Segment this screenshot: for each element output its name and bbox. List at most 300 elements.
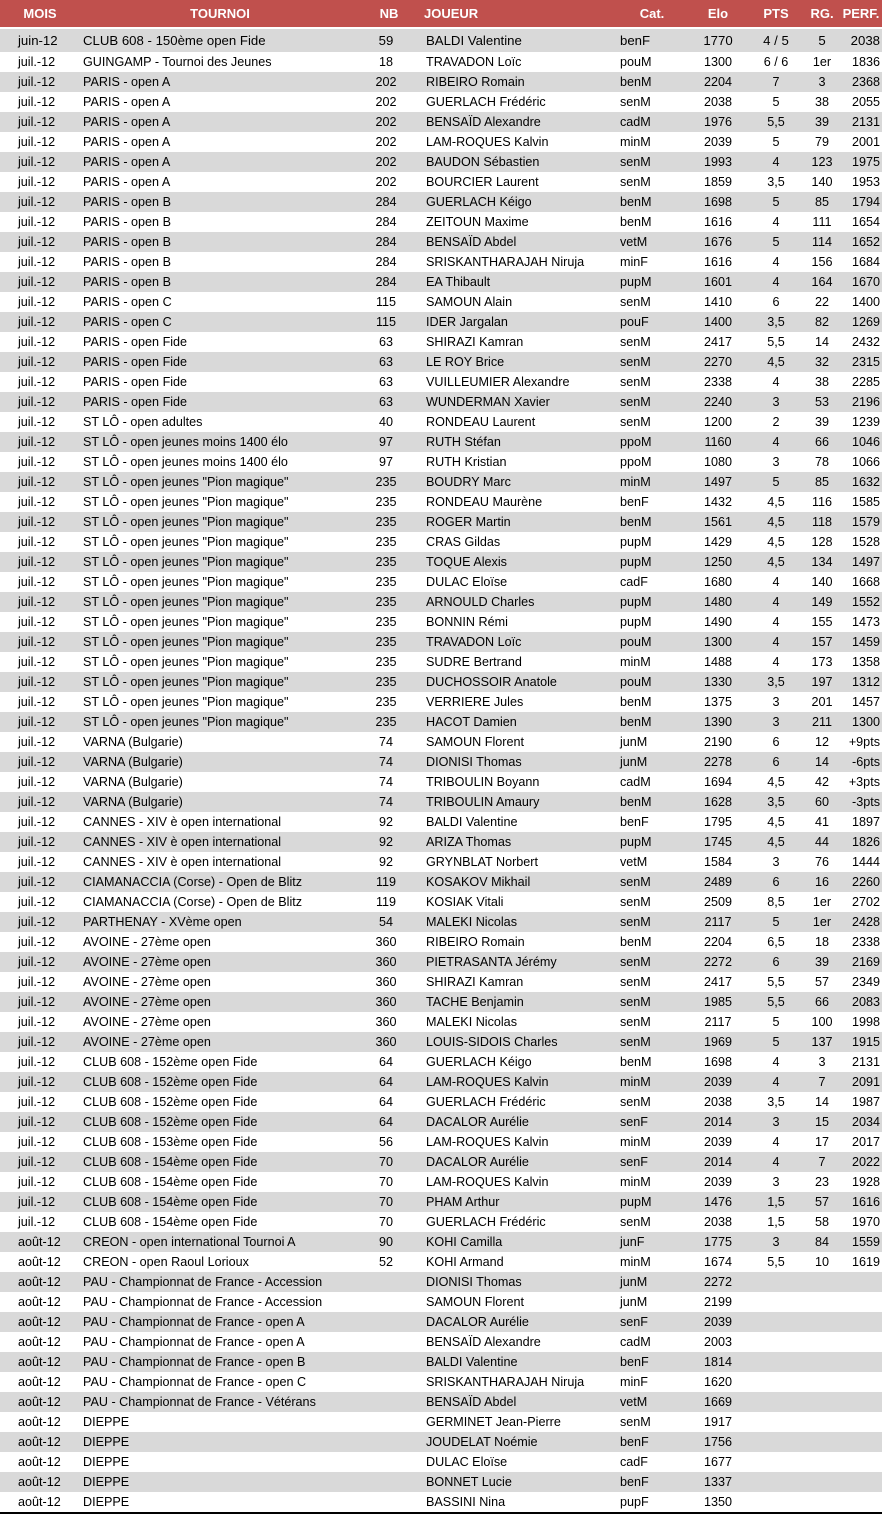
table-row bbox=[0, 1452, 882, 1472]
cell-pts bbox=[748, 1292, 804, 1312]
cell-perf: 1444 bbox=[840, 852, 882, 872]
cell-mois: juil.-12 bbox=[0, 472, 80, 492]
cell-rg: 39 bbox=[804, 952, 840, 972]
cell-rg: 5 bbox=[804, 28, 840, 52]
cell-rg: 1er bbox=[804, 892, 840, 912]
table-row bbox=[0, 932, 882, 952]
cell-nb: 360 bbox=[360, 1012, 418, 1032]
cell-joueur: IDER Jargalan bbox=[418, 312, 616, 332]
cell-cat: benF bbox=[616, 28, 688, 52]
cell-elo: 1250 bbox=[688, 552, 748, 572]
cell-rg: 164 bbox=[804, 272, 840, 292]
table-row bbox=[0, 112, 882, 132]
cell-cat: cadF bbox=[616, 572, 688, 592]
cell-joueur: TRAVADON Loïc bbox=[418, 52, 616, 72]
cell-cat: pouM bbox=[616, 52, 688, 72]
cell-perf: 1987 bbox=[840, 1092, 882, 1112]
cell-perf: 1619 bbox=[840, 1252, 882, 1272]
cell-joueur: DIONISI Thomas bbox=[418, 1272, 616, 1292]
cell-joueur: RIBEIRO Romain bbox=[418, 72, 616, 92]
cell-perf bbox=[840, 1372, 882, 1392]
cell-cat: benF bbox=[616, 1352, 688, 1372]
cell-nb: 235 bbox=[360, 532, 418, 552]
table-row bbox=[0, 1172, 882, 1192]
cell-rg: 12 bbox=[804, 732, 840, 752]
cell-perf: 1269 bbox=[840, 312, 882, 332]
cell-mois: juil.-12 bbox=[0, 1032, 80, 1052]
cell-cat: senM bbox=[616, 892, 688, 912]
cell-joueur: ARNOULD Charles bbox=[418, 592, 616, 612]
cell-elo: 1300 bbox=[688, 632, 748, 652]
cell-elo: 1561 bbox=[688, 512, 748, 532]
cell-rg: 85 bbox=[804, 472, 840, 492]
cell-joueur: MALEKI Nicolas bbox=[418, 1012, 616, 1032]
cell-nb: 59 bbox=[360, 28, 418, 52]
cell-nb bbox=[360, 1372, 418, 1392]
cell-pts: 8,5 bbox=[748, 892, 804, 912]
table-row bbox=[0, 552, 882, 572]
cell-joueur: BALDI Valentine bbox=[418, 1352, 616, 1372]
cell-cat: senF bbox=[616, 1152, 688, 1172]
cell-nb: 202 bbox=[360, 72, 418, 92]
cell-pts: 3 bbox=[748, 1232, 804, 1252]
cell-perf: 1559 bbox=[840, 1232, 882, 1252]
cell-elo: 1698 bbox=[688, 192, 748, 212]
cell-elo: 1400 bbox=[688, 312, 748, 332]
cell-nb: 119 bbox=[360, 892, 418, 912]
cell-nb: 360 bbox=[360, 1032, 418, 1052]
cell-nb: 63 bbox=[360, 352, 418, 372]
cell-nb: 202 bbox=[360, 92, 418, 112]
table-row bbox=[0, 1272, 882, 1292]
table-row bbox=[0, 28, 882, 52]
cell-rg: 38 bbox=[804, 372, 840, 392]
cell-mois: août-12 bbox=[0, 1412, 80, 1432]
cell-tournoi: PARIS - open Fide bbox=[80, 352, 360, 372]
cell-tournoi: ST LÔ - open jeunes "Pion magique" bbox=[80, 512, 360, 532]
cell-pts: 1,5 bbox=[748, 1212, 804, 1232]
cell-perf: 2702 bbox=[840, 892, 882, 912]
cell-rg bbox=[804, 1432, 840, 1452]
cell-tournoi: PARIS - open B bbox=[80, 272, 360, 292]
cell-rg: 32 bbox=[804, 352, 840, 372]
cell-pts: 1,5 bbox=[748, 1192, 804, 1212]
cell-mois: juil.-12 bbox=[0, 152, 80, 172]
cell-rg: 3 bbox=[804, 1052, 840, 1072]
cell-mois: août-12 bbox=[0, 1312, 80, 1332]
cell-tournoi: PARIS - open C bbox=[80, 292, 360, 312]
cell-nb: 64 bbox=[360, 1112, 418, 1132]
cell-mois: juil.-12 bbox=[0, 1172, 80, 1192]
cell-pts: 3 bbox=[748, 392, 804, 412]
cell-joueur: ROGER Martin bbox=[418, 512, 616, 532]
cell-elo: 1969 bbox=[688, 1032, 748, 1052]
cell-tournoi: PARIS - open Fide bbox=[80, 392, 360, 412]
cell-cat: benM bbox=[616, 72, 688, 92]
cell-elo: 2014 bbox=[688, 1152, 748, 1172]
table-row bbox=[0, 352, 882, 372]
cell-rg: 82 bbox=[804, 312, 840, 332]
cell-perf bbox=[840, 1392, 882, 1412]
cell-mois: août-12 bbox=[0, 1232, 80, 1252]
cell-perf: 2285 bbox=[840, 372, 882, 392]
cell-rg: 66 bbox=[804, 992, 840, 1012]
cell-elo: 2039 bbox=[688, 132, 748, 152]
table-row bbox=[0, 1252, 882, 1272]
table-row bbox=[0, 172, 882, 192]
cell-joueur: BONNET Lucie bbox=[418, 1472, 616, 1492]
cell-mois: août-12 bbox=[0, 1472, 80, 1492]
cell-rg: 118 bbox=[804, 512, 840, 532]
cell-tournoi: PAU - Championnat de France - open A bbox=[80, 1312, 360, 1332]
cell-elo: 1674 bbox=[688, 1252, 748, 1272]
table-row bbox=[0, 1032, 882, 1052]
cell-elo: 1200 bbox=[688, 412, 748, 432]
cell-elo: 2278 bbox=[688, 752, 748, 772]
cell-cat: senM bbox=[616, 152, 688, 172]
table-row bbox=[0, 892, 882, 912]
cell-pts bbox=[748, 1312, 804, 1332]
cell-rg: 16 bbox=[804, 872, 840, 892]
cell-mois: juil.-12 bbox=[0, 832, 80, 852]
cell-tournoi: VARNA (Bulgarie) bbox=[80, 732, 360, 752]
cell-elo: 2039 bbox=[688, 1072, 748, 1092]
cell-nb: 70 bbox=[360, 1192, 418, 1212]
cell-tournoi: ST LÔ - open jeunes moins 1400 élo bbox=[80, 452, 360, 472]
cell-nb: 360 bbox=[360, 952, 418, 972]
cell-pts: 4 bbox=[748, 652, 804, 672]
cell-tournoi: CLUB 608 - 154ème open Fide bbox=[80, 1212, 360, 1232]
cell-cat: senM bbox=[616, 912, 688, 932]
table-row bbox=[0, 1072, 882, 1092]
cell-pts: 5 bbox=[748, 232, 804, 252]
cell-rg: 1er bbox=[804, 52, 840, 72]
cell-rg: 14 bbox=[804, 752, 840, 772]
cell-nb bbox=[360, 1312, 418, 1332]
cell-pts: 3,5 bbox=[748, 672, 804, 692]
cell-tournoi: PAU - Championnat de France - open A bbox=[80, 1332, 360, 1352]
cell-mois: juil.-12 bbox=[0, 1192, 80, 1212]
cell-perf: 2038 bbox=[840, 28, 882, 52]
cell-cat: junM bbox=[616, 1292, 688, 1312]
cell-pts: 6,5 bbox=[748, 932, 804, 952]
table-row bbox=[0, 612, 882, 632]
cell-joueur: RONDEAU Laurent bbox=[418, 412, 616, 432]
cell-tournoi: PARIS - open B bbox=[80, 232, 360, 252]
cell-elo: 1694 bbox=[688, 772, 748, 792]
cell-perf: 2034 bbox=[840, 1112, 882, 1132]
cell-perf: 2055 bbox=[840, 92, 882, 112]
cell-joueur: PIETRASANTA Jérémy bbox=[418, 952, 616, 972]
cell-mois: juil.-12 bbox=[0, 932, 80, 952]
cell-cat: junM bbox=[616, 732, 688, 752]
cell-pts: 3,5 bbox=[748, 312, 804, 332]
cell-joueur: ZEITOUN Maxime bbox=[418, 212, 616, 232]
cell-nb: 64 bbox=[360, 1072, 418, 1092]
cell-pts: 6 bbox=[748, 872, 804, 892]
cell-mois: juil.-12 bbox=[0, 1112, 80, 1132]
cell-tournoi: CREON - open Raoul Lorioux bbox=[80, 1252, 360, 1272]
cell-pts: 4 bbox=[748, 432, 804, 452]
cell-elo: 2190 bbox=[688, 732, 748, 752]
cell-pts: 4,5 bbox=[748, 532, 804, 552]
cell-pts: 4,5 bbox=[748, 552, 804, 572]
cell-elo: 1775 bbox=[688, 1232, 748, 1252]
cell-joueur: RUTH Stéfan bbox=[418, 432, 616, 452]
cell-elo: 2038 bbox=[688, 1212, 748, 1232]
cell-cat: senM bbox=[616, 412, 688, 432]
cell-mois: juin-12 bbox=[0, 28, 80, 52]
cell-pts: 4 bbox=[748, 252, 804, 272]
cell-rg: 84 bbox=[804, 1232, 840, 1252]
cell-cat: cadM bbox=[616, 772, 688, 792]
cell-perf: 2338 bbox=[840, 932, 882, 952]
cell-rg bbox=[804, 1472, 840, 1492]
cell-mois: juil.-12 bbox=[0, 852, 80, 872]
cell-joueur: ARIZA Thomas bbox=[418, 832, 616, 852]
header-perf: PERF. bbox=[840, 0, 882, 28]
table-row bbox=[0, 1292, 882, 1312]
cell-elo: 2039 bbox=[688, 1132, 748, 1152]
cell-mois: juil.-12 bbox=[0, 912, 80, 932]
cell-pts bbox=[748, 1492, 804, 1513]
cell-rg: 14 bbox=[804, 1092, 840, 1112]
cell-pts: 5 bbox=[748, 1012, 804, 1032]
cell-elo: 1080 bbox=[688, 452, 748, 472]
cell-perf: 1915 bbox=[840, 1032, 882, 1052]
cell-cat: senM bbox=[616, 1212, 688, 1232]
cell-mois: juil.-12 bbox=[0, 1012, 80, 1032]
cell-elo: 1488 bbox=[688, 652, 748, 672]
cell-perf: 1970 bbox=[840, 1212, 882, 1232]
cell-tournoi: CLUB 608 - 152ème open Fide bbox=[80, 1052, 360, 1072]
cell-nb: 284 bbox=[360, 252, 418, 272]
cell-tournoi: AVOINE - 27ème open bbox=[80, 1032, 360, 1052]
cell-cat: senM bbox=[616, 1032, 688, 1052]
cell-nb: 235 bbox=[360, 592, 418, 612]
cell-mois: juil.-12 bbox=[0, 252, 80, 272]
cell-rg: 57 bbox=[804, 1192, 840, 1212]
cell-mois: juil.-12 bbox=[0, 292, 80, 312]
cell-pts: 5,5 bbox=[748, 332, 804, 352]
table-row bbox=[0, 52, 882, 72]
cell-joueur: BENSAÏD Abdel bbox=[418, 1392, 616, 1412]
cell-tournoi: PAU - Championnat de France - open B bbox=[80, 1352, 360, 1372]
cell-pts bbox=[748, 1352, 804, 1372]
header-row bbox=[0, 0, 882, 28]
cell-nb: 284 bbox=[360, 212, 418, 232]
cell-tournoi: PARIS - open C bbox=[80, 312, 360, 332]
cell-rg: 116 bbox=[804, 492, 840, 512]
header-joueur: JOUEUR bbox=[418, 0, 616, 28]
cell-perf bbox=[840, 1272, 882, 1292]
cell-joueur: BENSAÏD Alexandre bbox=[418, 112, 616, 132]
cell-mois: août-12 bbox=[0, 1332, 80, 1352]
cell-tournoi: DIEPPE bbox=[80, 1412, 360, 1432]
cell-pts: 4,5 bbox=[748, 812, 804, 832]
cell-elo: 1497 bbox=[688, 472, 748, 492]
cell-rg: 7 bbox=[804, 1072, 840, 1092]
cell-perf: 1473 bbox=[840, 612, 882, 632]
cell-joueur: BALDI Valentine bbox=[418, 812, 616, 832]
cell-cat: senM bbox=[616, 392, 688, 412]
cell-rg: 173 bbox=[804, 652, 840, 672]
cell-nb: 90 bbox=[360, 1232, 418, 1252]
cell-rg: 7 bbox=[804, 1152, 840, 1172]
cell-perf bbox=[840, 1492, 882, 1513]
table-row bbox=[0, 1492, 882, 1513]
cell-rg: 58 bbox=[804, 1212, 840, 1232]
cell-rg: 15 bbox=[804, 1112, 840, 1132]
cell-pts: 6 / 6 bbox=[748, 52, 804, 72]
cell-tournoi: PARIS - open Fide bbox=[80, 332, 360, 352]
cell-cat: pupM bbox=[616, 612, 688, 632]
cell-nb: 360 bbox=[360, 932, 418, 952]
cell-nb: 235 bbox=[360, 572, 418, 592]
cell-tournoi: CANNES - XIV è open international bbox=[80, 812, 360, 832]
cell-nb: 235 bbox=[360, 672, 418, 692]
cell-pts: 4 bbox=[748, 612, 804, 632]
cell-cat: pupF bbox=[616, 1492, 688, 1513]
cell-cat: pupM bbox=[616, 552, 688, 572]
cell-nb bbox=[360, 1492, 418, 1513]
cell-cat: cadF bbox=[616, 1452, 688, 1472]
table-row bbox=[0, 472, 882, 492]
cell-cat: senM bbox=[616, 332, 688, 352]
cell-cat: senM bbox=[616, 352, 688, 372]
cell-pts: 4 bbox=[748, 632, 804, 652]
cell-nb: 70 bbox=[360, 1212, 418, 1232]
cell-tournoi: CLUB 608 - 154ème open Fide bbox=[80, 1172, 360, 1192]
cell-joueur: RUTH Kristian bbox=[418, 452, 616, 472]
table-row bbox=[0, 652, 882, 672]
header-nb: NB bbox=[360, 0, 418, 28]
cell-tournoi: GUINGAMP - Tournoi des Jeunes bbox=[80, 52, 360, 72]
cell-perf: 1616 bbox=[840, 1192, 882, 1212]
cell-nb: 284 bbox=[360, 192, 418, 212]
cell-rg: 38 bbox=[804, 92, 840, 112]
cell-elo: 1770 bbox=[688, 28, 748, 52]
cell-cat: benM bbox=[616, 192, 688, 212]
cell-tournoi: AVOINE - 27ème open bbox=[80, 932, 360, 952]
cell-rg bbox=[804, 1352, 840, 1372]
cell-joueur: PHAM Arthur bbox=[418, 1192, 616, 1212]
cell-mois: juil.-12 bbox=[0, 92, 80, 112]
cell-cat: minF bbox=[616, 1372, 688, 1392]
cell-perf bbox=[840, 1452, 882, 1472]
cell-mois: juil.-12 bbox=[0, 1132, 80, 1152]
cell-mois: juil.-12 bbox=[0, 652, 80, 672]
cell-pts: 5 bbox=[748, 472, 804, 492]
table-row bbox=[0, 1012, 882, 1032]
cell-joueur: GUERLACH Frédéric bbox=[418, 92, 616, 112]
cell-elo: 1601 bbox=[688, 272, 748, 292]
cell-mois: juil.-12 bbox=[0, 512, 80, 532]
cell-joueur: JOUDELAT Noémie bbox=[418, 1432, 616, 1452]
cell-cat: minM bbox=[616, 132, 688, 152]
cell-cat: senM bbox=[616, 292, 688, 312]
table-row bbox=[0, 292, 882, 312]
cell-joueur: SUDRE Bertrand bbox=[418, 652, 616, 672]
cell-pts: 4 bbox=[748, 1132, 804, 1152]
cell-elo: 1337 bbox=[688, 1472, 748, 1492]
cell-mois: août-12 bbox=[0, 1492, 80, 1513]
table-row bbox=[0, 132, 882, 152]
cell-rg: 23 bbox=[804, 1172, 840, 1192]
cell-pts: 4 bbox=[748, 212, 804, 232]
table-body bbox=[0, 28, 882, 1513]
table-row bbox=[0, 412, 882, 432]
cell-pts: 5 bbox=[748, 132, 804, 152]
cell-nb: 235 bbox=[360, 512, 418, 532]
cell-joueur: BONNIN Rémi bbox=[418, 612, 616, 632]
cell-joueur: TOQUE Alexis bbox=[418, 552, 616, 572]
cell-tournoi: PARIS - open A bbox=[80, 172, 360, 192]
cell-elo: 1756 bbox=[688, 1432, 748, 1452]
cell-tournoi: AVOINE - 27ème open bbox=[80, 952, 360, 972]
header-cat: Cat. bbox=[616, 0, 688, 28]
table-row bbox=[0, 1472, 882, 1492]
cell-elo: 1676 bbox=[688, 232, 748, 252]
cell-perf: 1400 bbox=[840, 292, 882, 312]
cell-tournoi: CREON - open international Tournoi A bbox=[80, 1232, 360, 1252]
table-row bbox=[0, 812, 882, 832]
cell-pts: 4 / 5 bbox=[748, 28, 804, 52]
cell-rg: 76 bbox=[804, 852, 840, 872]
cell-cat: minM bbox=[616, 1252, 688, 1272]
cell-nb: 74 bbox=[360, 772, 418, 792]
cell-perf: 1528 bbox=[840, 532, 882, 552]
cell-pts: 3,5 bbox=[748, 172, 804, 192]
table-row bbox=[0, 1312, 882, 1332]
table-row bbox=[0, 1232, 882, 1252]
cell-rg: 140 bbox=[804, 572, 840, 592]
cell-perf: 1668 bbox=[840, 572, 882, 592]
cell-perf: 2260 bbox=[840, 872, 882, 892]
cell-perf: 1300 bbox=[840, 712, 882, 732]
cell-mois: juil.-12 bbox=[0, 712, 80, 732]
cell-joueur: LAM-ROQUES Kalvin bbox=[418, 132, 616, 152]
header-elo: Elo bbox=[688, 0, 748, 28]
cell-mois: août-12 bbox=[0, 1292, 80, 1312]
cell-rg: 100 bbox=[804, 1012, 840, 1032]
cell-rg: 22 bbox=[804, 292, 840, 312]
table-row bbox=[0, 592, 882, 612]
cell-nb: 70 bbox=[360, 1172, 418, 1192]
cell-perf: +3pts bbox=[840, 772, 882, 792]
cell-mois: août-12 bbox=[0, 1252, 80, 1272]
cell-cat: cadM bbox=[616, 112, 688, 132]
cell-perf: 2432 bbox=[840, 332, 882, 352]
cell-nb: 74 bbox=[360, 732, 418, 752]
cell-rg: 41 bbox=[804, 812, 840, 832]
cell-pts: 4,5 bbox=[748, 352, 804, 372]
table-row bbox=[0, 432, 882, 452]
cell-mois: juil.-12 bbox=[0, 612, 80, 632]
cell-cat: junM bbox=[616, 1272, 688, 1292]
cell-rg: 157 bbox=[804, 632, 840, 652]
cell-tournoi: CLUB 608 - 152ème open Fide bbox=[80, 1092, 360, 1112]
cell-joueur: TRIBOULIN Amaury bbox=[418, 792, 616, 812]
header-pts: PTS bbox=[748, 0, 804, 28]
cell-perf: 1670 bbox=[840, 272, 882, 292]
cell-elo: 2417 bbox=[688, 332, 748, 352]
cell-cat: vetM bbox=[616, 1392, 688, 1412]
cell-joueur: DACALOR Aurélie bbox=[418, 1112, 616, 1132]
cell-tournoi: DIEPPE bbox=[80, 1432, 360, 1452]
cell-cat: benM bbox=[616, 792, 688, 812]
cell-nb: 92 bbox=[360, 832, 418, 852]
